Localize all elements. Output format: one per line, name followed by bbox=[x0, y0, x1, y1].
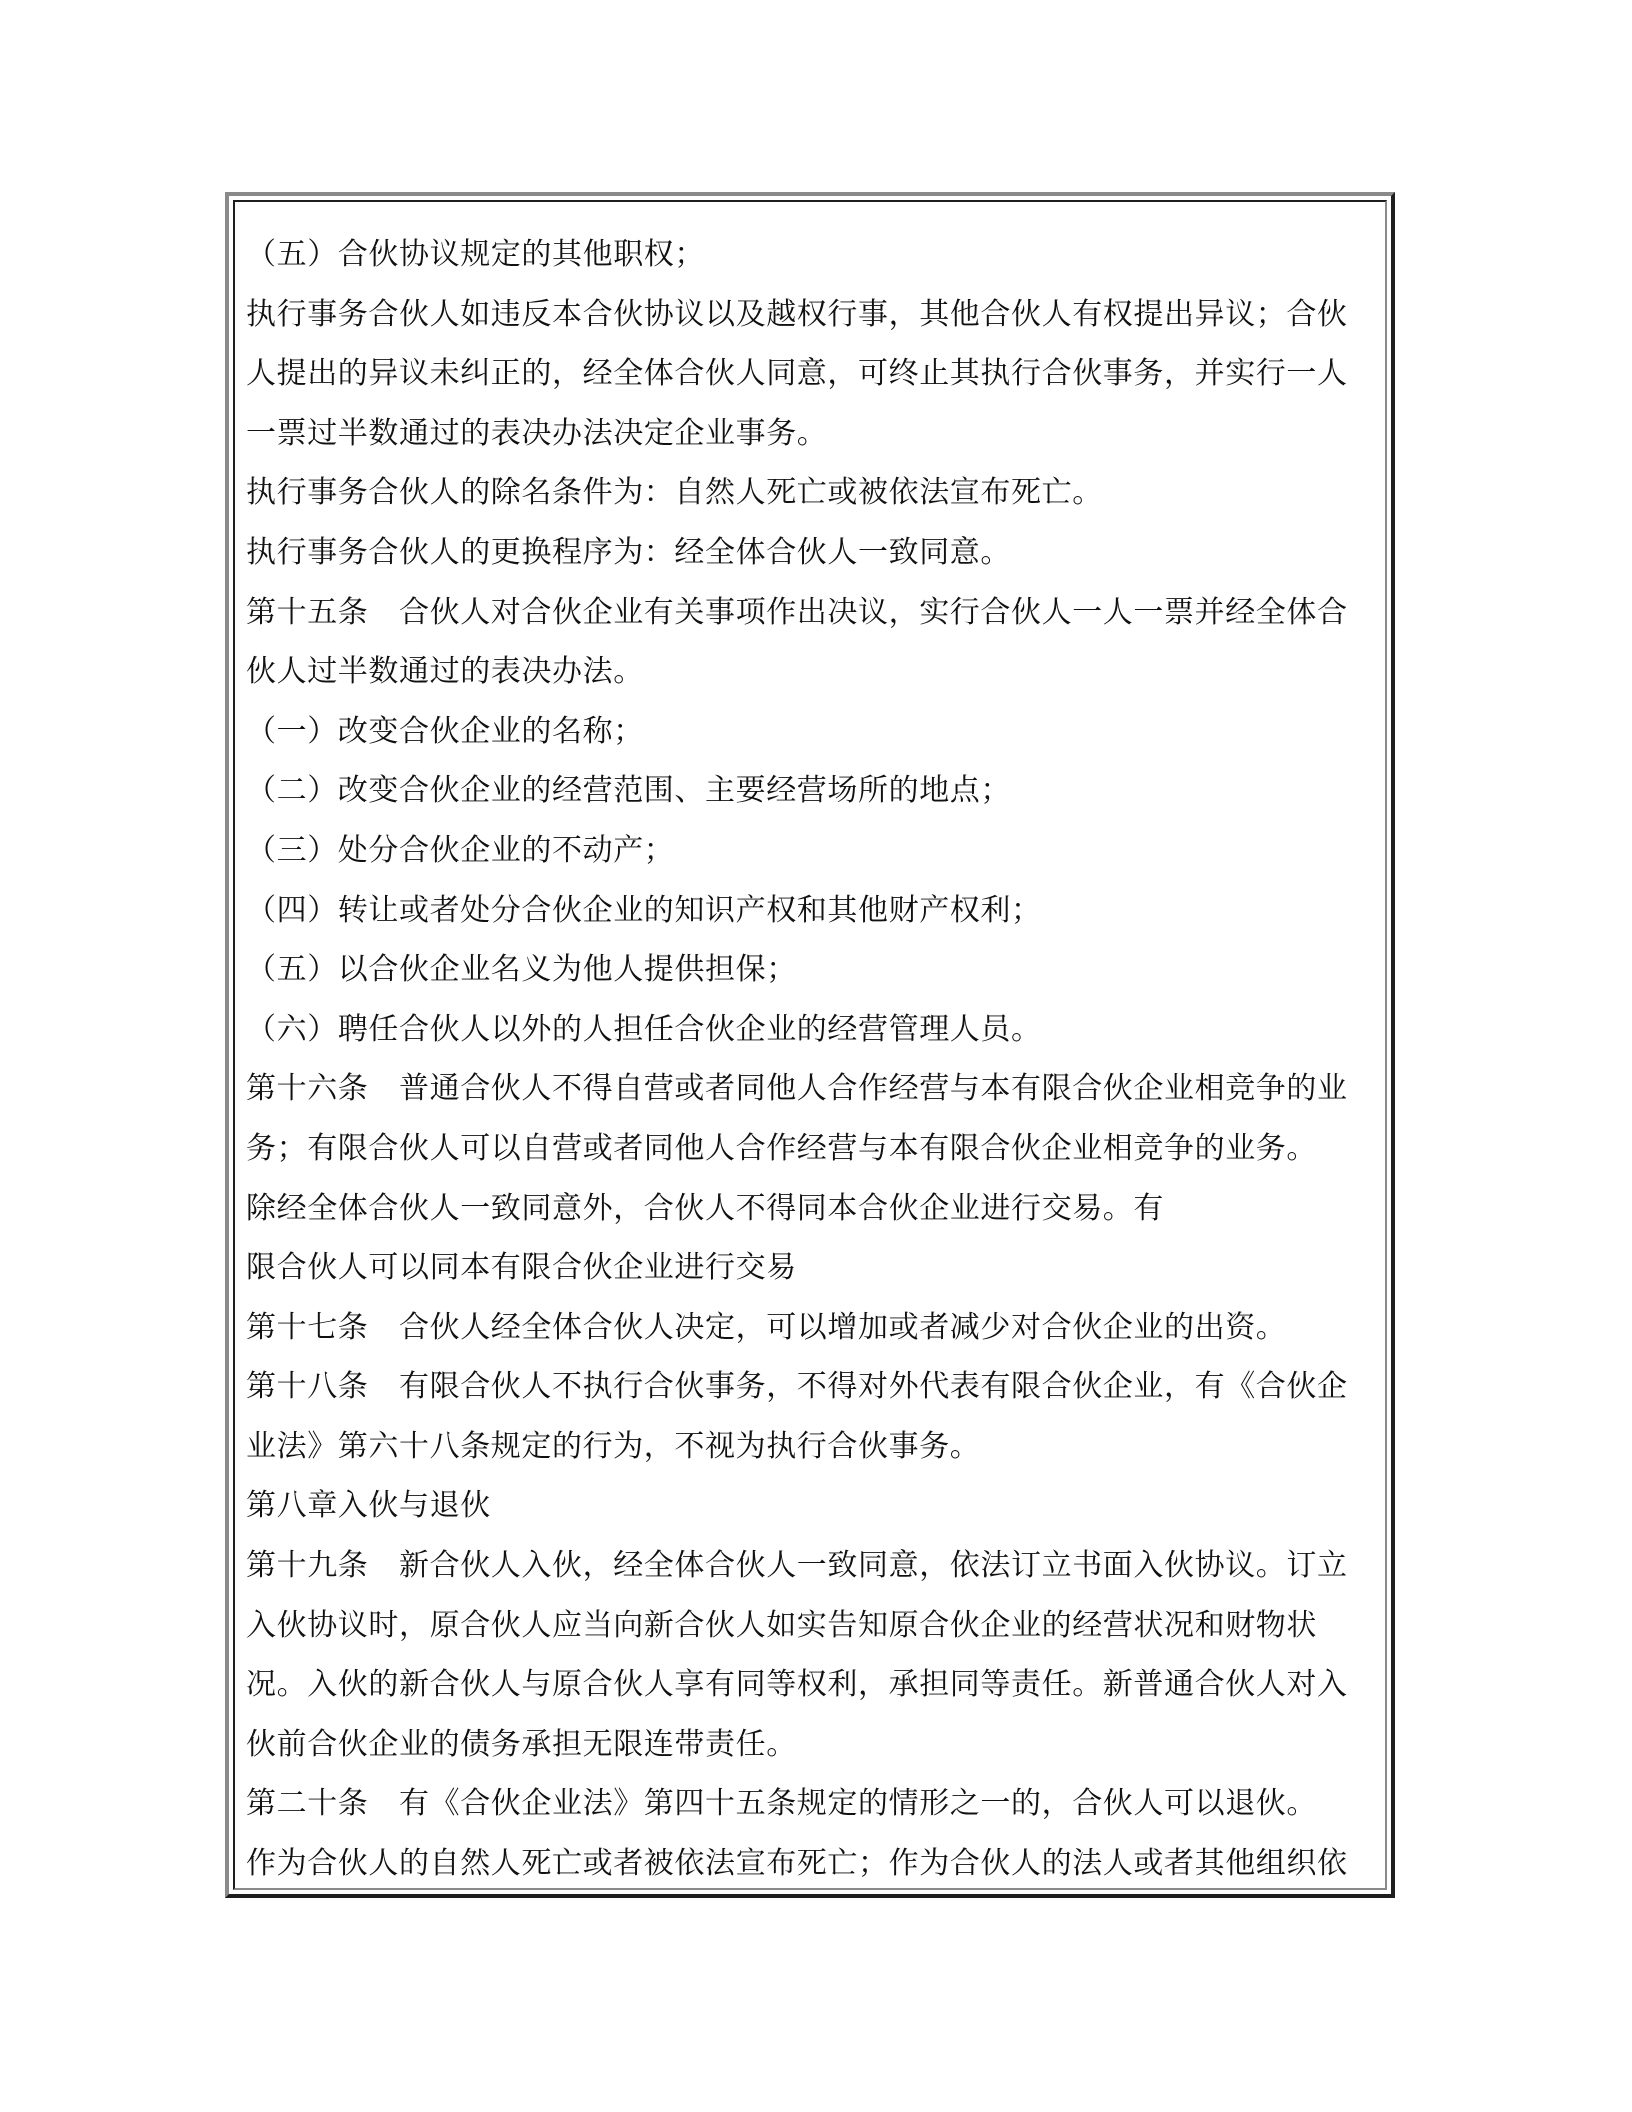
text-line: 一票过半数通过的表决办法决定企业事务。 bbox=[246, 415, 828, 451]
text-line: 入伙协议时，原合伙人应当向新合伙人如实告知原合伙企业的经营状况和财物状 bbox=[246, 1607, 1317, 1643]
list-item: （二）改变合伙企业的经营范围、主要经营场所的地点； bbox=[246, 773, 1011, 809]
text-line: （五）合伙协议规定的其他职权； bbox=[246, 237, 705, 272]
article-heading-line: 第十八条 有限合伙人不执行合伙事务，不得对外代表有限合伙企业，有《合伙企 bbox=[246, 1369, 1348, 1405]
article-heading-line: 第十七条 合伙人经全体合伙人决定，可以增加或者减少对合伙企业的出资。 bbox=[246, 1309, 1287, 1345]
article-heading-line: 第十五条 合伙人对合伙企业有关事项作出决议，实行合伙人一人一票并经全体合 bbox=[246, 594, 1348, 630]
document-frame bbox=[225, 192, 1395, 1898]
list-item: （三）处分合伙企业的不动产； bbox=[246, 832, 675, 868]
list-item: （一）改变合伙企业的名称； bbox=[246, 713, 644, 749]
document-body bbox=[233, 200, 1387, 1890]
article-heading-line: 第十九条 新合伙人入伙，经全体合伙人一致同意，依法订立书面入伙协议。订立 bbox=[246, 1548, 1348, 1584]
text-line: 伙人过半数通过的表决办法。 bbox=[246, 654, 644, 690]
text-line: 伙前合伙企业的债务承担无限连带责任。 bbox=[246, 1726, 797, 1762]
list-item: （六）聘任合伙人以外的人担任合伙企业的经营管理人员。 bbox=[246, 1011, 1042, 1047]
text-line: 限合伙人可以同本有限合伙企业进行交易 bbox=[246, 1250, 797, 1286]
text-line: 务；有限合伙人可以自营或者同他人合作经营与本有限合伙企业相竞争的业务。 bbox=[246, 1130, 1317, 1166]
text-line: 执行事务合伙人如违反本合伙协议以及越权行事，其他合伙人有权提出异议；合伙 bbox=[246, 296, 1348, 332]
text-line: 执行事务合伙人的除名条件为：自然人死亡或被依法宣布死亡。 bbox=[246, 475, 1103, 511]
article-heading-line: 第二十条 有《合伙企业法》第四十五条规定的情形之一的，合伙人可以退伙。 bbox=[246, 1786, 1317, 1822]
text-line: 人提出的异议未纠正的，经全体合伙人同意，可终止其执行合伙事务，并实行一人 bbox=[246, 356, 1348, 392]
text-line: 除经全体合伙人一致同意外，合伙人不得同本合伙企业进行交易。有 bbox=[246, 1190, 1164, 1226]
article-heading-line: 第十六条 普通合伙人不得自营或者同他人合作经营与本有限合伙企业相竞争的业 bbox=[246, 1071, 1348, 1107]
text-line: 况。入伙的新合伙人与原合伙人享有同等权利，承担同等责任。新普通合伙人对入 bbox=[246, 1667, 1348, 1703]
text-line: 业法》第六十八条规定的行为，不视为执行合伙事务。 bbox=[246, 1428, 981, 1464]
list-item: （五）以合伙企业名义为他人提供担保； bbox=[246, 952, 797, 988]
list-item: （四）转让或者处分合伙企业的知识产权和其他财产权利； bbox=[246, 892, 1042, 928]
text-line: 作为合伙人的自然人死亡或者被依法宣布死亡；作为合伙人的法人或者其他组织依 bbox=[246, 1846, 1348, 1882]
chapter-heading: 第八章入伙与退伙 bbox=[246, 1488, 491, 1524]
text-line: 执行事务合伙人的更换程序为：经全体合伙人一致同意。 bbox=[246, 534, 1011, 570]
